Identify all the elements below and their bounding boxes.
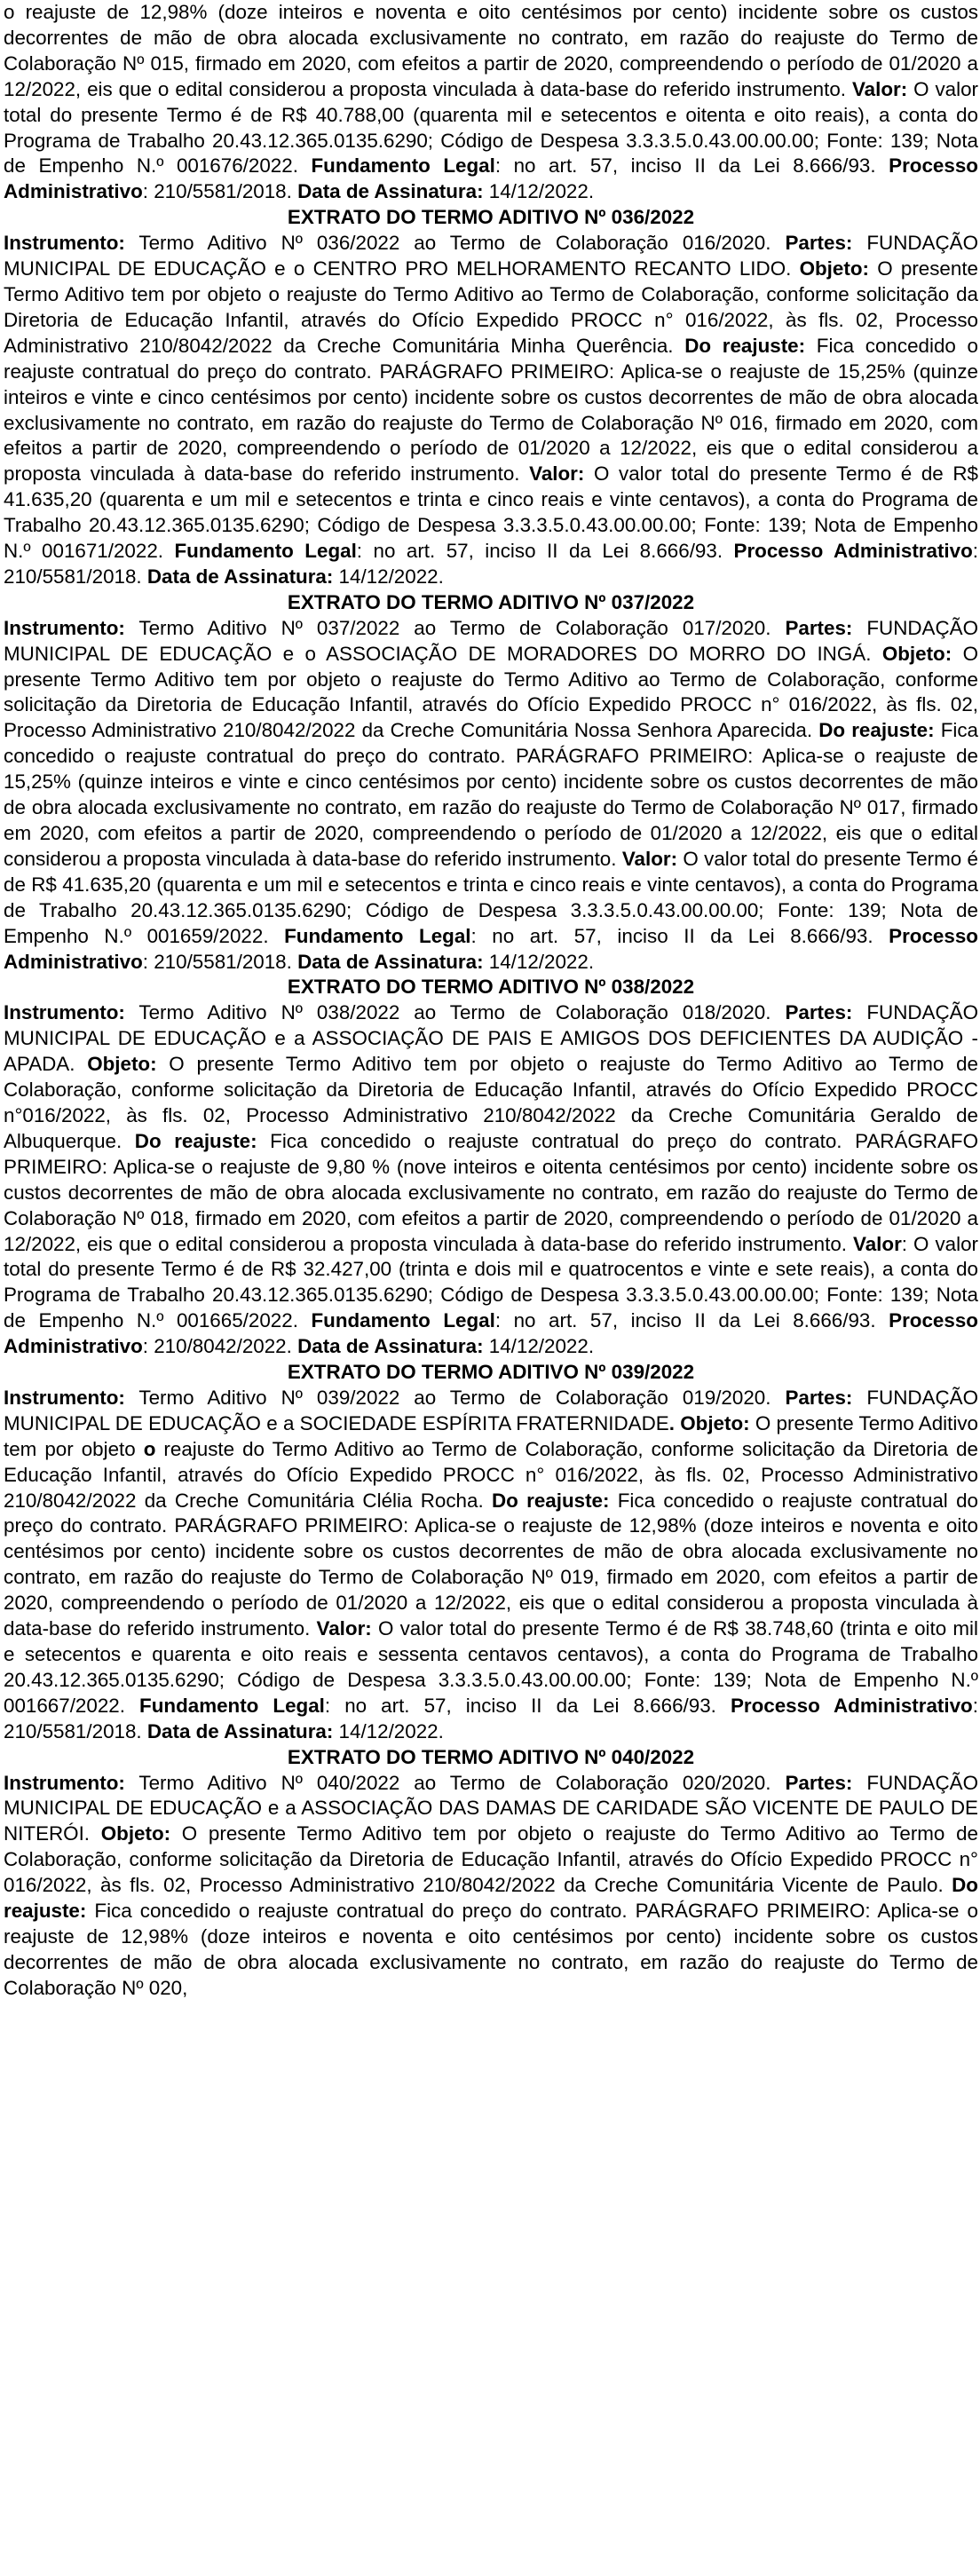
field-text: Termo Aditivo Nº 040/2022 ao Termo de Colaboração 020/2020. (124, 1771, 786, 1794)
field-label: Do reajuste: (4, 1874, 978, 1923)
field-label: Fundamento Legal (139, 1694, 325, 1717)
field-text: o reajuste de 12,98% (doze inteiros e noventa e oito centésimos por cento) incidente sobre os custos decorrentes de mão de obra alocada exclusivamente no contrato, em razão do reajuste do Termo de Colaboração Nº 015, firmado em 2020, com efeitos a partir de 2020, compreendendo o período de 01/2020 a 12/2022, eis que o edital considerou a proposta vinculada à data-base do referido instrumento. (4, 1, 978, 100)
field-label: Do reajuste: (684, 334, 806, 357)
field-text: O valor total do presente Termo é de R$ 40.788,00 (quarenta mil e setecentos e oitenta e oito reais), a conta do Programa de Trabalho 20.43.12.365.0135.6290; Código de Despesa 3.3.3.5.0.43.00.00.00; Fonte: 139; Nota de Empenho N.º 001676/2022. (4, 77, 978, 178)
field-label: Fundamento Legal (174, 540, 357, 563)
field-text: : 210/8042/2022. (142, 1335, 298, 1358)
field-text: FUNDAÇÃO MUNICIPAL DE EDUCAÇÃO e o ASSOCIAÇÃO DE MORADORES DO MORRO DO INGÁ. (4, 616, 978, 665)
field-text: O valor total do presente Termo é de R$ 41.635,20 (quarenta e um mil e setecentos e trinta e cinco reais e vinte centavos), a conta do Programa de Trabalho 20.43.12.365.0135.6290; Código de Despesa 3.3.3.5.0.43.00.00.00; Fonte: 139; Nota de Empenho N.º 001659/2022. (4, 847, 978, 947)
field-label: Objeto: (680, 1411, 750, 1434)
field-text: FUNDAÇÃO MUNICIPAL DE EDUCAÇÃO e a ASSOCIAÇÃO DAS DAMAS DE CARIDADE SÃO VICENTE DE PAULO DE NITERÓI. (4, 1771, 978, 1845)
field-text: O valor total do presente Termo é de R$ 38.748,60 (trinta e oito mil e setecentos e quarenta e oito reais e sessenta centavos centavos), a conta do Programa de Trabalho 20.43.12.365.0135.6290; Código de Despesa 3.3.3.5.0.43.00.00.00; Fonte: 139; Nota de Empenho N.º 001667/2022. (4, 1617, 978, 1717)
field-text: Fica concedido o reajuste contratual do preço do contrato. PARÁGRAFO PRIMEIRO: Aplica-se o reajuste de 12,98% (doze inteiros e noventa e oito centésimos por cento) incidente sobre os custos decorrentes de mão de obra alocada exclusivamente no contrato, em razão do reajuste do Termo de Colaboração Nº 020, (4, 1900, 978, 1999)
field-label: Data de Assinatura: (297, 950, 484, 973)
field-label: Partes: (785, 1001, 853, 1024)
field-text: : 210/5581/2018. (142, 950, 298, 973)
extract-heading: EXTRATO DO TERMO ADITIVO Nº 036/2022 (287, 206, 695, 229)
field-text: Termo Aditivo Nº 038/2022 ao Termo de Colaboração 018/2020. (124, 1001, 786, 1024)
field-text: 14/12/2022. (483, 1335, 595, 1358)
field-label: Objeto: (87, 1053, 157, 1076)
field-label: Valor (853, 1232, 902, 1255)
extract-heading: EXTRATO DO TERMO ADITIVO Nº 039/2022 (287, 1361, 695, 1384)
field-label: Partes: (785, 232, 853, 255)
field-label: Processo Administrativo (733, 540, 973, 563)
field-text: O presente Termo Aditivo tem por objeto (4, 1411, 978, 1460)
extract-heading: EXTRATO DO TERMO ADITIVO Nº 037/2022 (287, 590, 695, 613)
field-label: Do reajuste: (491, 1489, 610, 1512)
field-text: O presente Termo Aditivo tem por objeto o reajuste do Termo Aditivo ao Termo de Colaboração, conforme solicitação da Diretoria de Educação Infantil, através do Ofício Expedido PROCC n° 016/2022, às fls. 02, Processo Administrativo 210/8042/2022 da Creche Comunitária Minha Querência. (4, 257, 978, 357)
field-label: Processo Administrativo (730, 1694, 973, 1717)
field-label: Valor: (529, 462, 585, 486)
field-text: FUNDAÇÃO MUNICIPAL DE EDUCAÇÃO e a ASSOCIAÇÃO DE PAIS E AMIGOS DOS DEFICIENTES DA AUDIÇÃO - APADA. (4, 1001, 978, 1076)
field-label: Processo Administrativo (4, 924, 978, 973)
field-label: Do reajuste: (818, 719, 935, 742)
field-text: Fica concedido o reajuste contratual do preço do contrato. PARÁGRAFO PRIMEIRO: Aplica-se o reajuste de 12,98% (doze inteiros e noventa e oito centésimos por cento) incidente sobre os custos decorrentes de mão de obra alocada exclusivamente no contrato, em razão do reajuste do Termo de Colaboração Nº 019, firmado em 2020, com efeitos a partir de 2020, compreendendo o período de 01/2020 a 12/2022, eis que o edital considerou a proposta vinculada à data-base do referido instrumento. (4, 1489, 978, 1640)
field-label: Fundamento Legal (311, 1309, 495, 1332)
field-text: : 210/5581/2018. (4, 540, 978, 588)
field-label: Data de Assinatura: (146, 565, 334, 588)
field-label: o (143, 1437, 156, 1460)
field-text: reajuste do Termo Aditivo ao Termo de Colaboração, conforme solicitação da Diretoria de Educação Infantil, através do Ofício Expedido PROCC n° 016/2022, às fls. 02, Processo Administrativo 210/8042/2022 da Creche Comunitária Clélia Rocha. (4, 1437, 978, 1512)
field-text: 14/12/2022. (333, 565, 444, 588)
field-text: : O valor total do presente Termo é de R$ 32.427,00 (trinta e dois mil e quatrocentos e vinte e sete reais), a conta do Programa de Trabalho 20.43.12.365.0135.6290; Código de Despesa 3.3.3.5.0.43.00.00.00; Fonte: 139; Nota de Empenho N.º 001665/2022. (4, 1232, 978, 1332)
field-text: Fica concedido o reajuste contratual do preço do contrato. PARÁGRAFO PRIMEIRO: Aplica-se o reajuste de 15,25% (quinze inteiros e vinte e cinco centésimos por cento) incidente sobre os custos decorrentes de mão de obra alocada exclusivamente no contrato, em razão do reajuste do Termo de Colaboração Nº 017, firmado em 2020, com efeitos a partir de 2020, compreendendo o período de 01/2020 a 12/2022, eis que o edital considerou a proposta vinculada à data-base do referido instrumento. (4, 719, 978, 870)
field-text: Termo Aditivo Nº 039/2022 ao Termo de Colaboração 019/2020. (124, 1386, 786, 1409)
field-text: Termo Aditivo Nº 036/2022 ao Termo de Colaboração 016/2020. (124, 232, 786, 255)
extract-paragraph (4, 1386, 978, 1745)
field-text: O valor total do presente Termo é de R$ 41.635,20 (quarenta e um mil e setecentos e trinta e cinco reais e vinte centavos), a conta do Programa de Trabalho 20.43.12.365.0135.6290; Código de Despesa 3.3.3.5.0.43.00.00.00; Fonte: 139; Nota de Empenho N.º 001671/2022. (4, 462, 978, 563)
field-label: Processo Administrativo (4, 1309, 978, 1358)
extract-paragraph (4, 1000, 978, 1360)
extract-heading: EXTRATO DO TERMO ADITIVO Nº 040/2022 (287, 1745, 695, 1768)
field-text: Termo Aditivo Nº 037/2022 ao Termo de Colaboração 017/2020. (124, 616, 786, 639)
field-text: O presente Termo Aditivo tem por objeto o reajuste do Termo Aditivo ao Termo de Colaboração, conforme solicitação da Diretoria de Educação Infantil, através do Ofício Expedido PROCC n° 016/2022, às fls. 02, Processo Administrativo 210/8042/2022 da Creche Comunitária Nossa Senhora Aparecida. (4, 642, 978, 742)
field-text: : no art. 57, inciso II da Lei 8.666/93. (494, 1309, 889, 1332)
field-label: . (668, 1411, 675, 1434)
extract-paragraph (4, 1771, 978, 2002)
field-text: : no art. 57, inciso II da Lei 8.666/93. (324, 1694, 731, 1717)
field-text: O presente Termo Aditivo tem por objeto o reajuste do Termo Aditivo ao Termo de Colaboração, conforme solicitação da Diretoria de Educação Infantil, através do Ofício Expedido PROCC n° 016/2022, às fls. 02, Processo Administrativo 210/8042/2022 da Creche Comunitária Vicente de Paulo. (4, 1822, 978, 1897)
field-text: Fica concedido o reajuste contratual do preço do contrato. PARÁGRAFO PRIMEIRO: Aplica-se o reajuste de 9,80 % (nove inteiros e oitenta centésimos por cento) incidente sobre os custos decorrentes de mão de obra alocada exclusivamente no contrato, em razão do reajuste do Termo de Colaboração Nº 018, firmado em 2020, com efeitos a partir de 2020, compreendendo o período de 01/2020 a 12/2022, eis que o edital considerou a proposta vinculada à data-base do referido instrumento. (4, 1129, 979, 1255)
field-label: Partes: (785, 1386, 853, 1409)
field-label: Objeto: (881, 642, 952, 665)
field-label: Instrumento: (4, 616, 125, 639)
field-label: Valor: (621, 847, 678, 870)
field-label: Objeto: (100, 1822, 171, 1845)
extract-paragraph (4, 616, 978, 976)
field-label: Partes: (785, 1771, 853, 1794)
field-label: Do reajuste: (134, 1129, 257, 1152)
field-label: Instrumento: (4, 1001, 125, 1024)
field-label: Fundamento Legal (311, 154, 495, 178)
field-label: Valor: (316, 1617, 372, 1640)
field-text: FUNDAÇÃO MUNICIPAL DE EDUCAÇÃO e a SOCIEDADE ESPÍRITA FRATERNIDADE (4, 1386, 978, 1434)
extract-paragraph (4, 0, 978, 205)
field-label: Instrumento: (4, 1771, 125, 1794)
field-text: Fica concedido o reajuste contratual do preço do contrato. PARÁGRAFO PRIMEIRO: Aplica-se o reajuste de 15,25% (quinze inteiros e vinte e cinco centésimos por cento) incidente sobre os custos decorrentes de mão de obra alocada exclusivamente no contrato, em razão do reajuste do Termo de Colaboração Nº 016, firmado em 2020, com efeitos a partir de 2020, compreendendo o período de 01/2020 a 12/2022, eis que o edital considerou a proposta vinculada à data-base do referido instrumento. (4, 334, 979, 486)
field-text: 14/12/2022. (483, 180, 595, 203)
field-text: : no art. 57, inciso II da Lei 8.666/93. (470, 924, 889, 947)
extract-heading: EXTRATO DO TERMO ADITIVO Nº 038/2022 (287, 976, 695, 999)
field-label: Instrumento: (4, 1386, 125, 1409)
field-label: Instrumento: (4, 232, 125, 255)
field-label: Processo Administrativo (4, 154, 978, 203)
field-text: O presente Termo Aditivo tem por objeto o reajuste do Termo Aditivo ao Termo de Colaboração, conforme solicitação da Diretoria de Educação Infantil, através do Ofício Expedido PROCC n°016/2022, às fls. 02, Processo Administrativo 210/8042/2022 da Creche Comunitária Geraldo de Albuquerque. (4, 1053, 978, 1152)
field-text: 14/12/2022. (333, 1719, 444, 1742)
field-text: : no art. 57, inciso II da Lei 8.666/93. (356, 540, 734, 563)
field-text: : 210/5581/2018. (142, 180, 298, 203)
field-label: Partes: (785, 616, 853, 639)
field-label: Valor: (851, 77, 908, 100)
field-label: Data de Assinatura: (146, 1719, 334, 1742)
field-text: 14/12/2022. (483, 950, 595, 973)
field-label: Objeto: (799, 257, 869, 281)
extract-paragraph (4, 231, 978, 590)
field-label: Fundamento Legal (284, 924, 471, 947)
field-label: Data de Assinatura: (297, 1335, 484, 1358)
field-label: Data de Assinatura: (297, 180, 484, 203)
field-text: : no art. 57, inciso II da Lei 8.666/93. (494, 154, 889, 178)
field-text: FUNDAÇÃO MUNICIPAL DE EDUCAÇÃO e o CENTRO PRO MELHORAMENTO RECANTO LIDO. (4, 232, 978, 281)
field-text: : 210/5581/2018. (4, 1694, 978, 1742)
